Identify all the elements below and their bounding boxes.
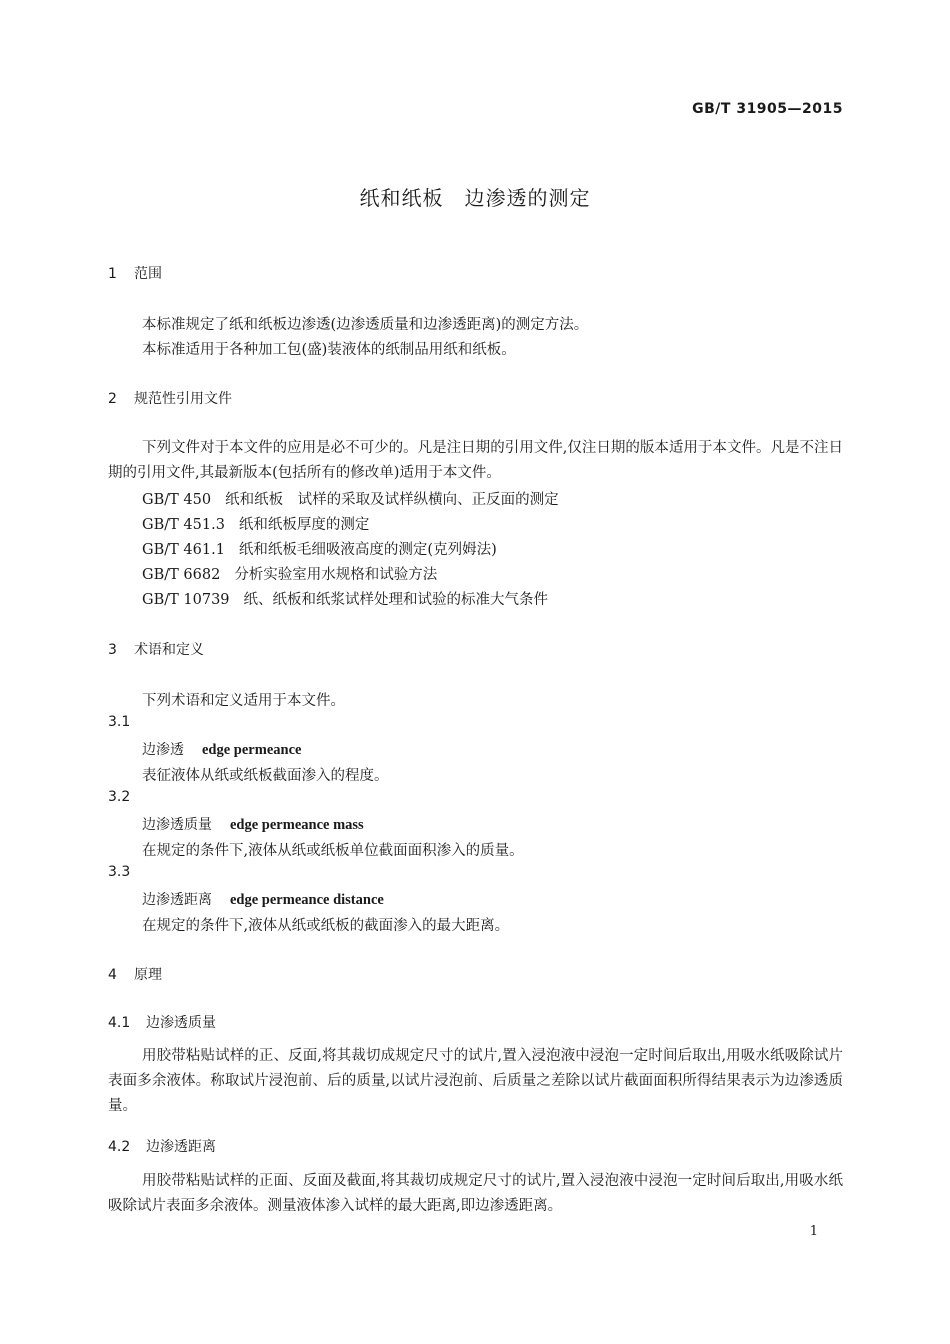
term-en: edge permeance mass	[230, 817, 364, 833]
section-4-heading	[108, 964, 162, 984]
reference-code: GB/T 461.1	[142, 542, 225, 558]
section-title: 原理	[134, 967, 162, 983]
standard-code: GB/T 31905—2015	[692, 101, 843, 117]
section-title: 规范性引用文件	[134, 391, 232, 407]
term-heading	[142, 739, 301, 759]
reference-code: GB/T 450	[142, 492, 212, 508]
section-title: 术语和定义	[134, 642, 204, 658]
term-number: 3.3	[108, 864, 131, 880]
section-number: 2	[108, 391, 117, 407]
section-1-heading	[108, 263, 162, 283]
term-zh: 边渗透	[142, 742, 184, 758]
reference-title: 纸、纸板和纸浆试样处理和试验的标准大气条件	[243, 592, 549, 608]
reference-code: GB/T 451.3	[142, 517, 225, 533]
reference-code: GB/T 10739	[142, 592, 230, 608]
term-definition: 在规定的条件下,液体从纸或纸板单位截面面积渗入的质量。	[142, 843, 524, 859]
reference-title: 纸和纸板 试样的采取及试样纵横向、正反面的测定	[225, 492, 559, 508]
paragraph: 用胶带粘贴试样的正面、反面及截面,将其裁切成规定尺寸的试片,置入浸泡液中浸泡一定时间后取出,用吸水纸吸除试片表面多余液体。测量液体渗入试样的最大距离,即边渗透距离。	[108, 1173, 843, 1214]
section-number: 1	[108, 266, 117, 282]
paragraph: 下列术语和定义适用于本文件。	[142, 693, 345, 709]
section-number: 3	[108, 642, 117, 658]
subsection-4-2-heading	[108, 1136, 216, 1156]
paragraph: 下列文件对于本文件的应用是必不可少的。凡是注日期的引用文件,仅注日期的版本适用于本文件。凡是不注日期的引用文件,其最新版本(包括所有的修改单)适用于本文件。	[108, 440, 843, 481]
term-number: 3.1	[108, 714, 131, 730]
subsection-number: 4.2	[108, 1139, 131, 1155]
term-number: 3.2	[108, 789, 131, 805]
term-en: edge permeance	[202, 742, 302, 758]
term-heading	[142, 814, 364, 834]
reference-title: 分析实验室用水规格和试验方法	[234, 567, 438, 583]
page-number: 1	[809, 1224, 818, 1239]
paragraph: 用胶带粘贴试样的正、反面,将其裁切成规定尺寸的试片,置入浸泡液中浸泡一定时间后取出,用吸水纸吸除试片表面多余液体。称取试片浸泡前、后的质量,以试片浸泡前、后质量之差除以试片截面面积所得结果表示为边渗透质量。	[108, 1048, 843, 1114]
reference-item	[142, 588, 548, 609]
reference-code: GB/T 6682	[142, 567, 221, 583]
section-3-heading	[108, 639, 204, 659]
reference-item	[142, 563, 437, 584]
paragraph: 本标准适用于各种加工包(盛)装液体的纸制品用纸和纸板。	[142, 342, 516, 358]
term-zh: 边渗透距离	[142, 892, 212, 908]
term-zh: 边渗透质量	[142, 817, 212, 833]
reference-item	[142, 538, 497, 559]
reference-title: 纸和纸板厚度的测定	[238, 517, 370, 533]
subsection-number: 4.1	[108, 1015, 131, 1031]
term-heading	[142, 889, 384, 909]
paragraph: 本标准规定了纸和纸板边渗透(边渗透质量和边渗透距离)的测定方法。	[142, 317, 589, 333]
reference-title: 纸和纸板毛细吸液高度的测定(克列姆法)	[238, 542, 497, 558]
subsection-title: 边渗透质量	[146, 1015, 216, 1031]
subsection-4-1-heading	[108, 1012, 216, 1032]
subsection-title: 边渗透距离	[146, 1139, 216, 1155]
reference-item	[142, 488, 559, 509]
reference-item	[142, 513, 369, 534]
section-2-heading	[108, 388, 232, 408]
term-definition: 表征液体从纸或纸板截面渗入的程度。	[142, 768, 389, 784]
section-title: 范围	[134, 266, 162, 282]
section-number: 4	[108, 967, 117, 983]
document-title: 纸和纸板 边渗透的测定	[359, 186, 591, 210]
term-definition: 在规定的条件下,液体从纸或纸板的截面渗入的最大距离。	[142, 918, 510, 934]
term-en: edge permeance distance	[230, 892, 384, 908]
